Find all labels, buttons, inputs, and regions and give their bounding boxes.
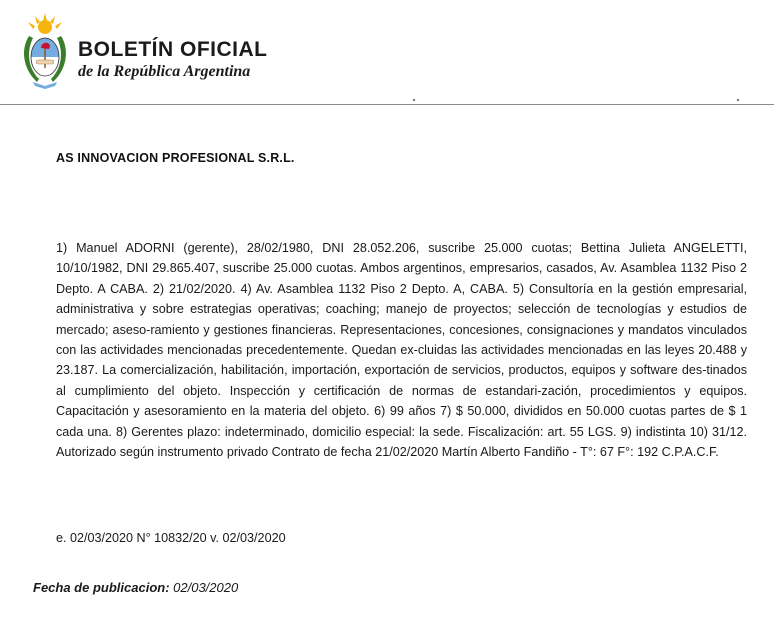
publication-date [33, 580, 238, 595]
publication-date-value: 02/03/2020 [173, 580, 239, 595]
gazette-subtitle: de la República Argentina [78, 63, 251, 80]
separator-dot [737, 99, 739, 101]
notice-edition: e. 02/03/2020 N° 10832/20 v. 02/03/2020 [56, 531, 286, 545]
clasped-hands [36, 60, 54, 64]
separator-dot [413, 99, 415, 101]
ribbon [33, 82, 57, 89]
sun-disc [38, 20, 52, 34]
argentina-coat-of-arms-icon [19, 12, 71, 90]
notice-body: 1) Manuel ADORNI (gerente), 28/02/1980, DNI 28.052.206, suscribe 25.000 cuotas; Bettina Julieta ANGELETTI, 10/10/1982, DNI 29.865.407, suscribe 25.000 cuotas. Ambos argentinos, empresarios, casados, Av. Asamblea 1132 Piso 2 Depto. A CABA. 2) 21/02/2020. 4) Av. Asamblea 1132 Piso 2 Depto. A, CABA. 5) Consultoría en la gestión empresarial, administrativa y sobre estrategias operativas; coaching; manejo de proyectos; selección de tecnologías y estudios de mercado; aseso-ramiento y gestiones financieras. Representaciones, concesiones, consignaciones y mandatos vinculados con las actividades mencionadas precedentemente. Quedan ex-cluidas las actividades mencionadas en las leyes 20.488 y 23.187. La comercialización, habilitación, importación, exportación de servicios, productos, equipos y software des-tinados al cumplimiento del objeto. Inspección y certificación de normas de estandari-zación, procedimientos y equipos. Capacitación y asesoramiento en la materia del objeto. 6) 99 años 7) $ 50.000, divididos en 50.000 cuotas partes de $ 1 cada una. 8) Gerentes plazo: indeterminado, domicilio especial: la sede. Fiscalización: art. 55 LGS. 9) indistinta 10) 31/12. Autorizado según instrumento privado Contrato de fecha 21/02/2020 Martín Alberto Fandiño - T°: 67 F°: 192 C.P.A.C.F. [56, 241, 747, 460]
gazette-title: BOLETÍN OFICIAL [78, 38, 268, 61]
publication-date-label: Fecha de publicacion: [33, 580, 174, 595]
notice-company-name: AS INNOVACION PROFESIONAL S.R.L. [56, 151, 295, 165]
header-divider [0, 104, 774, 105]
page-header [0, 0, 774, 106]
